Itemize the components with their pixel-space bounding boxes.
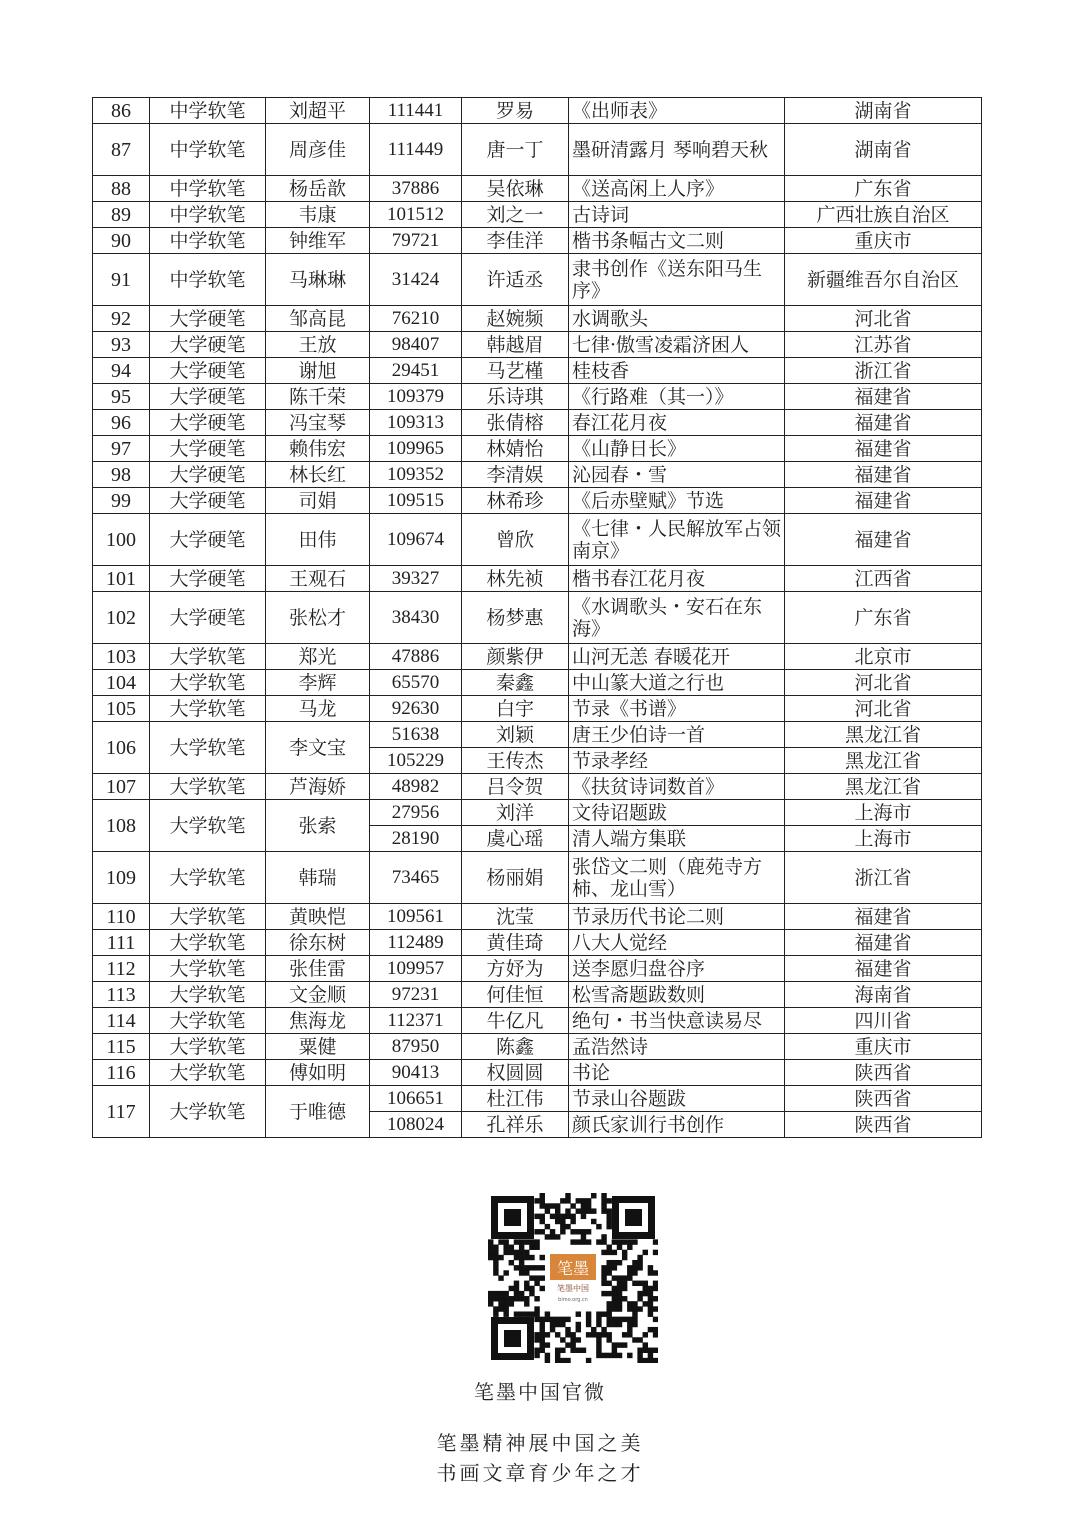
table-row bbox=[93, 566, 982, 592]
row-number: 88 bbox=[93, 176, 150, 202]
row-number: 116 bbox=[93, 1060, 150, 1086]
work-title-cell: 《水调歌头・安石在东海》 bbox=[569, 592, 785, 644]
table-row bbox=[93, 956, 982, 982]
table-row bbox=[93, 1008, 982, 1034]
row-number: 100 bbox=[93, 514, 150, 566]
entry-code-cell: 109965 bbox=[370, 436, 462, 462]
teacher-cell: 马龙 bbox=[266, 696, 370, 722]
category-cell: 大学硬笔 bbox=[150, 332, 266, 358]
teacher-cell: 粟健 bbox=[266, 1034, 370, 1060]
slogan-line-2: 书画文章育少年之才 bbox=[436, 1461, 644, 1485]
row-number: 94 bbox=[93, 358, 150, 384]
category-cell: 大学硬笔 bbox=[150, 488, 266, 514]
student-cell: 权圆圆 bbox=[462, 1060, 569, 1086]
entry-code-cell: 112371 bbox=[370, 1008, 462, 1034]
work-title-cell: 节录孝经 bbox=[569, 748, 785, 774]
work-title-cell: 文待诏题跋 bbox=[569, 800, 785, 826]
student-cell: 吕令贺 bbox=[462, 774, 569, 800]
entry-code-cell: 109957 bbox=[370, 956, 462, 982]
table-row bbox=[93, 852, 982, 904]
region-cell: 江西省 bbox=[785, 566, 982, 592]
region-cell: 上海市 bbox=[785, 826, 982, 852]
entry-code-cell: 109379 bbox=[370, 384, 462, 410]
student-cell: 唐一丁 bbox=[462, 124, 569, 176]
entry-code-cell: 109561 bbox=[370, 904, 462, 930]
region-cell: 海南省 bbox=[785, 982, 982, 1008]
work-title-cell: 张岱文二则（鹿苑寺方柿、龙山雪） bbox=[569, 852, 785, 904]
row-number: 109 bbox=[93, 852, 150, 904]
student-cell: 张倩榕 bbox=[462, 410, 569, 436]
row-number: 91 bbox=[93, 254, 150, 306]
row-number: 89 bbox=[93, 202, 150, 228]
entry-code-cell: 47886 bbox=[370, 644, 462, 670]
teacher-cell: 韦康 bbox=[266, 202, 370, 228]
table-row bbox=[93, 358, 982, 384]
work-title-cell: 节录《书谱》 bbox=[569, 696, 785, 722]
category-cell: 大学硬笔 bbox=[150, 566, 266, 592]
student-cell: 林婧怡 bbox=[462, 436, 569, 462]
student-cell: 李清娱 bbox=[462, 462, 569, 488]
table-row bbox=[93, 1060, 982, 1086]
row-number: 103 bbox=[93, 644, 150, 670]
table-row bbox=[93, 904, 982, 930]
student-cell: 秦鑫 bbox=[462, 670, 569, 696]
work-title-cell: 节录山谷题跋 bbox=[569, 1086, 785, 1112]
category-cell: 大学软笔 bbox=[150, 644, 266, 670]
student-cell: 沈莹 bbox=[462, 904, 569, 930]
entry-code-cell: 111441 bbox=[370, 98, 462, 124]
teacher-cell: 赖伟宏 bbox=[266, 436, 370, 462]
region-cell: 福建省 bbox=[785, 904, 982, 930]
category-cell: 中学软笔 bbox=[150, 202, 266, 228]
table-row bbox=[93, 644, 982, 670]
region-cell: 上海市 bbox=[785, 800, 982, 826]
table-row bbox=[93, 124, 982, 176]
category-cell: 大学软笔 bbox=[150, 982, 266, 1008]
region-cell: 福建省 bbox=[785, 514, 982, 566]
entry-code-cell: 97231 bbox=[370, 982, 462, 1008]
work-title-cell: 沁园春・雪 bbox=[569, 462, 785, 488]
table-row bbox=[93, 592, 982, 644]
table-row bbox=[93, 722, 982, 748]
row-number: 111 bbox=[93, 930, 150, 956]
work-title-cell: 《山静日长》 bbox=[569, 436, 785, 462]
row-number: 112 bbox=[93, 956, 150, 982]
work-title-cell: 中山篆大道之行也 bbox=[569, 670, 785, 696]
table-row bbox=[93, 410, 982, 436]
work-title-cell: 送李愿归盘谷序 bbox=[569, 956, 785, 982]
entry-code-cell: 87950 bbox=[370, 1034, 462, 1060]
region-cell: 福建省 bbox=[785, 436, 982, 462]
entry-code-cell: 79721 bbox=[370, 228, 462, 254]
student-cell: 虞心瑶 bbox=[462, 826, 569, 852]
row-number: 115 bbox=[93, 1034, 150, 1060]
region-cell: 陕西省 bbox=[785, 1112, 982, 1138]
work-title-cell: 隶书创作《送东阳马生序》 bbox=[569, 254, 785, 306]
table-row bbox=[93, 228, 982, 254]
entry-code-cell: 111449 bbox=[370, 124, 462, 176]
qr-caption: 笔墨中国官微 bbox=[474, 1380, 606, 1404]
work-title-cell: 《出师表》 bbox=[569, 98, 785, 124]
category-cell: 大学硬笔 bbox=[150, 592, 266, 644]
entry-code-cell: 39327 bbox=[370, 566, 462, 592]
entry-code-cell: 108024 bbox=[370, 1112, 462, 1138]
region-cell: 湖南省 bbox=[785, 98, 982, 124]
entry-code-cell: 73465 bbox=[370, 852, 462, 904]
teacher-cell: 张索 bbox=[266, 800, 370, 852]
row-number: 99 bbox=[93, 488, 150, 514]
region-cell: 湖南省 bbox=[785, 124, 982, 176]
category-cell: 中学软笔 bbox=[150, 176, 266, 202]
table-row bbox=[93, 800, 982, 826]
teacher-cell: 司娟 bbox=[266, 488, 370, 514]
category-cell: 中学软笔 bbox=[150, 228, 266, 254]
entry-code-cell: 65570 bbox=[370, 670, 462, 696]
table-row bbox=[93, 1086, 982, 1112]
row-number: 113 bbox=[93, 982, 150, 1008]
qr-code-image bbox=[488, 1193, 658, 1363]
teacher-cell: 焦海龙 bbox=[266, 1008, 370, 1034]
table-row bbox=[93, 514, 982, 566]
category-cell: 大学软笔 bbox=[150, 774, 266, 800]
row-number: 102 bbox=[93, 592, 150, 644]
table-row bbox=[93, 436, 982, 462]
student-cell: 何佳恒 bbox=[462, 982, 569, 1008]
results-table bbox=[92, 97, 982, 1138]
student-cell: 杜江伟 bbox=[462, 1086, 569, 1112]
entry-code-cell: 112489 bbox=[370, 930, 462, 956]
work-title-cell: 松雪斋题跋数则 bbox=[569, 982, 785, 1008]
work-title-cell: 七律·傲雪凌霜济困人 bbox=[569, 332, 785, 358]
qr-logo bbox=[547, 1251, 599, 1305]
slogan-line-1: 笔墨精神展中国之美 bbox=[436, 1431, 644, 1455]
region-cell: 福建省 bbox=[785, 384, 982, 410]
work-title-cell: 楷书条幅古文二则 bbox=[569, 228, 785, 254]
teacher-cell: 王放 bbox=[266, 332, 370, 358]
teacher-cell: 黄映恺 bbox=[266, 904, 370, 930]
work-title-cell: 孟浩然诗 bbox=[569, 1034, 785, 1060]
teacher-cell: 郑光 bbox=[266, 644, 370, 670]
student-cell: 杨丽娟 bbox=[462, 852, 569, 904]
category-cell: 大学硬笔 bbox=[150, 358, 266, 384]
entry-code-cell: 109313 bbox=[370, 410, 462, 436]
category-cell: 大学软笔 bbox=[150, 800, 266, 852]
work-title-cell: 楷书春江花月夜 bbox=[569, 566, 785, 592]
entry-code-cell: 28190 bbox=[370, 826, 462, 852]
teacher-cell: 冯宝琴 bbox=[266, 410, 370, 436]
work-title-cell: 春江花月夜 bbox=[569, 410, 785, 436]
work-title-cell: 清人端方集联 bbox=[569, 826, 785, 852]
region-cell: 黑龙江省 bbox=[785, 774, 982, 800]
teacher-cell: 文金顺 bbox=[266, 982, 370, 1008]
category-cell: 中学软笔 bbox=[150, 124, 266, 176]
region-cell: 黑龙江省 bbox=[785, 722, 982, 748]
category-cell: 大学软笔 bbox=[150, 1034, 266, 1060]
student-cell: 赵婉频 bbox=[462, 306, 569, 332]
work-title-cell: 八大人觉经 bbox=[569, 930, 785, 956]
region-cell: 福建省 bbox=[785, 488, 982, 514]
table-row bbox=[93, 384, 982, 410]
region-cell: 广东省 bbox=[785, 176, 982, 202]
student-cell: 刘之一 bbox=[462, 202, 569, 228]
student-cell: 黄佳琦 bbox=[462, 930, 569, 956]
work-title-cell: 古诗词 bbox=[569, 202, 785, 228]
row-number: 86 bbox=[93, 98, 150, 124]
region-cell: 陕西省 bbox=[785, 1060, 982, 1086]
teacher-cell: 张佳雷 bbox=[266, 956, 370, 982]
student-cell: 李佳洋 bbox=[462, 228, 569, 254]
work-title-cell: 颜氏家训行书创作 bbox=[569, 1112, 785, 1138]
entry-code-cell: 37886 bbox=[370, 176, 462, 202]
row-number: 92 bbox=[93, 306, 150, 332]
category-cell: 大学软笔 bbox=[150, 1060, 266, 1086]
student-cell: 陈鑫 bbox=[462, 1034, 569, 1060]
teacher-cell: 张松才 bbox=[266, 592, 370, 644]
region-cell: 广西壮族自治区 bbox=[785, 202, 982, 228]
entry-code-cell: 92630 bbox=[370, 696, 462, 722]
row-number: 95 bbox=[93, 384, 150, 410]
region-cell: 福建省 bbox=[785, 410, 982, 436]
entry-code-cell: 31424 bbox=[370, 254, 462, 306]
category-cell: 大学软笔 bbox=[150, 722, 266, 774]
teacher-cell: 陈千荣 bbox=[266, 384, 370, 410]
category-cell: 大学硬笔 bbox=[150, 410, 266, 436]
category-cell: 大学软笔 bbox=[150, 670, 266, 696]
student-cell: 刘洋 bbox=[462, 800, 569, 826]
region-cell: 黑龙江省 bbox=[785, 748, 982, 774]
student-cell: 刘颖 bbox=[462, 722, 569, 748]
table-row bbox=[93, 462, 982, 488]
entry-code-cell: 98407 bbox=[370, 332, 462, 358]
student-cell: 许适丞 bbox=[462, 254, 569, 306]
category-cell: 大学硬笔 bbox=[150, 306, 266, 332]
entry-code-cell: 48982 bbox=[370, 774, 462, 800]
category-cell: 中学软笔 bbox=[150, 98, 266, 124]
entry-code-cell: 51638 bbox=[370, 722, 462, 748]
work-title-cell: 《七律・人民解放军占领南京》 bbox=[569, 514, 785, 566]
category-cell: 大学软笔 bbox=[150, 852, 266, 904]
row-number: 106 bbox=[93, 722, 150, 774]
student-cell: 林先祯 bbox=[462, 566, 569, 592]
student-cell: 林希珍 bbox=[462, 488, 569, 514]
entry-code-cell: 101512 bbox=[370, 202, 462, 228]
region-cell: 河北省 bbox=[785, 696, 982, 722]
region-cell: 陕西省 bbox=[785, 1086, 982, 1112]
row-number: 117 bbox=[93, 1086, 150, 1138]
row-number: 98 bbox=[93, 462, 150, 488]
category-cell: 中学软笔 bbox=[150, 254, 266, 306]
category-cell: 大学硬笔 bbox=[150, 384, 266, 410]
category-cell: 大学硬笔 bbox=[150, 462, 266, 488]
work-title-cell: 桂枝香 bbox=[569, 358, 785, 384]
category-cell: 大学软笔 bbox=[150, 696, 266, 722]
row-number: 96 bbox=[93, 410, 150, 436]
region-cell: 重庆市 bbox=[785, 228, 982, 254]
region-cell: 四川省 bbox=[785, 1008, 982, 1034]
work-title-cell: 《扶贫诗词数首》 bbox=[569, 774, 785, 800]
category-cell: 大学软笔 bbox=[150, 1086, 266, 1138]
student-cell: 乐诗琪 bbox=[462, 384, 569, 410]
teacher-cell: 芦海娇 bbox=[266, 774, 370, 800]
region-cell: 河北省 bbox=[785, 670, 982, 696]
region-cell: 浙江省 bbox=[785, 852, 982, 904]
category-cell: 大学软笔 bbox=[150, 1008, 266, 1034]
entry-code-cell: 38430 bbox=[370, 592, 462, 644]
teacher-cell: 刘超平 bbox=[266, 98, 370, 124]
student-cell: 王传杰 bbox=[462, 748, 569, 774]
table-row bbox=[93, 670, 982, 696]
student-cell: 白宇 bbox=[462, 696, 569, 722]
teacher-cell: 于唯德 bbox=[266, 1086, 370, 1138]
work-title-cell: 唐王少伯诗一首 bbox=[569, 722, 785, 748]
region-cell: 福建省 bbox=[785, 930, 982, 956]
entry-code-cell: 109674 bbox=[370, 514, 462, 566]
table-row bbox=[93, 488, 982, 514]
slogan bbox=[0, 1428, 1080, 1488]
row-number: 101 bbox=[93, 566, 150, 592]
work-title-cell: 《后赤壁赋》节选 bbox=[569, 488, 785, 514]
work-title-cell: 书论 bbox=[569, 1060, 785, 1086]
region-cell: 福建省 bbox=[785, 956, 982, 982]
region-cell: 河北省 bbox=[785, 306, 982, 332]
student-cell: 孔祥乐 bbox=[462, 1112, 569, 1138]
teacher-cell: 杨岳歆 bbox=[266, 176, 370, 202]
category-cell: 大学软笔 bbox=[150, 930, 266, 956]
table-row bbox=[93, 332, 982, 358]
region-cell: 广东省 bbox=[785, 592, 982, 644]
teacher-cell: 李文宝 bbox=[266, 722, 370, 774]
student-cell: 曾欣 bbox=[462, 514, 569, 566]
region-cell: 江苏省 bbox=[785, 332, 982, 358]
entry-code-cell: 27956 bbox=[370, 800, 462, 826]
table-row bbox=[93, 774, 982, 800]
work-title-cell: 《送高闲上人序》 bbox=[569, 176, 785, 202]
row-number: 114 bbox=[93, 1008, 150, 1034]
work-title-cell: 绝句・书当快意读易尽 bbox=[569, 1008, 785, 1034]
row-number: 108 bbox=[93, 800, 150, 852]
teacher-cell: 徐东树 bbox=[266, 930, 370, 956]
teacher-cell: 田伟 bbox=[266, 514, 370, 566]
table-body bbox=[93, 98, 982, 1138]
student-cell: 罗易 bbox=[462, 98, 569, 124]
entry-code-cell: 109352 bbox=[370, 462, 462, 488]
student-cell: 韩越眉 bbox=[462, 332, 569, 358]
teacher-cell: 周彦佳 bbox=[266, 124, 370, 176]
entry-code-cell: 76210 bbox=[370, 306, 462, 332]
work-title-cell: 水调歌头 bbox=[569, 306, 785, 332]
category-cell: 大学软笔 bbox=[150, 956, 266, 982]
table-row bbox=[93, 176, 982, 202]
row-number: 90 bbox=[93, 228, 150, 254]
work-title-cell: 墨研清露月 琴响碧天秋 bbox=[569, 124, 785, 176]
region-cell: 新疆维吾尔自治区 bbox=[785, 254, 982, 306]
teacher-cell: 王观石 bbox=[266, 566, 370, 592]
table-row bbox=[93, 696, 982, 722]
work-title-cell: 节录历代书论二则 bbox=[569, 904, 785, 930]
category-cell: 大学硬笔 bbox=[150, 436, 266, 462]
row-number: 93 bbox=[93, 332, 150, 358]
row-number: 97 bbox=[93, 436, 150, 462]
student-cell: 马艺槿 bbox=[462, 358, 569, 384]
teacher-cell: 钟维军 bbox=[266, 228, 370, 254]
entry-code-cell: 29451 bbox=[370, 358, 462, 384]
table-row bbox=[93, 930, 982, 956]
row-number: 87 bbox=[93, 124, 150, 176]
table-row bbox=[93, 254, 982, 306]
student-cell: 杨梦惠 bbox=[462, 592, 569, 644]
student-cell: 牛亿凡 bbox=[462, 1008, 569, 1034]
entry-code-cell: 90413 bbox=[370, 1060, 462, 1086]
teacher-cell: 邹高昆 bbox=[266, 306, 370, 332]
category-cell: 大学软笔 bbox=[150, 904, 266, 930]
row-number: 104 bbox=[93, 670, 150, 696]
table-row bbox=[93, 98, 982, 124]
entry-code-cell: 109515 bbox=[370, 488, 462, 514]
region-cell: 福建省 bbox=[785, 462, 982, 488]
teacher-cell: 林长红 bbox=[266, 462, 370, 488]
table-row bbox=[93, 1034, 982, 1060]
qr-code[interactable] bbox=[488, 1193, 658, 1363]
svg-text:笔墨中国: 笔墨中国 bbox=[557, 1284, 589, 1293]
region-cell: 浙江省 bbox=[785, 358, 982, 384]
row-number: 110 bbox=[93, 904, 150, 930]
teacher-cell: 傅如明 bbox=[266, 1060, 370, 1086]
student-cell: 颜紫伊 bbox=[462, 644, 569, 670]
student-cell: 方妤为 bbox=[462, 956, 569, 982]
svg-text:bimo.org.cn: bimo.org.cn bbox=[558, 1297, 588, 1303]
table-row bbox=[93, 306, 982, 332]
entry-code-cell: 105229 bbox=[370, 748, 462, 774]
student-cell: 吴依琳 bbox=[462, 176, 569, 202]
teacher-cell: 马琳琳 bbox=[266, 254, 370, 306]
teacher-cell: 谢旭 bbox=[266, 358, 370, 384]
table-row bbox=[93, 982, 982, 1008]
region-cell: 重庆市 bbox=[785, 1034, 982, 1060]
table-row bbox=[93, 202, 982, 228]
work-title-cell: 《行路难（其一）》 bbox=[569, 384, 785, 410]
category-cell: 大学硬笔 bbox=[150, 514, 266, 566]
row-number: 105 bbox=[93, 696, 150, 722]
teacher-cell: 李辉 bbox=[266, 670, 370, 696]
region-cell: 北京市 bbox=[785, 644, 982, 670]
svg-text:笔墨: 笔墨 bbox=[556, 1259, 590, 1278]
teacher-cell: 韩瑞 bbox=[266, 852, 370, 904]
entry-code-cell: 106651 bbox=[370, 1086, 462, 1112]
row-number: 107 bbox=[93, 774, 150, 800]
work-title-cell: 山河无恙 春暖花开 bbox=[569, 644, 785, 670]
